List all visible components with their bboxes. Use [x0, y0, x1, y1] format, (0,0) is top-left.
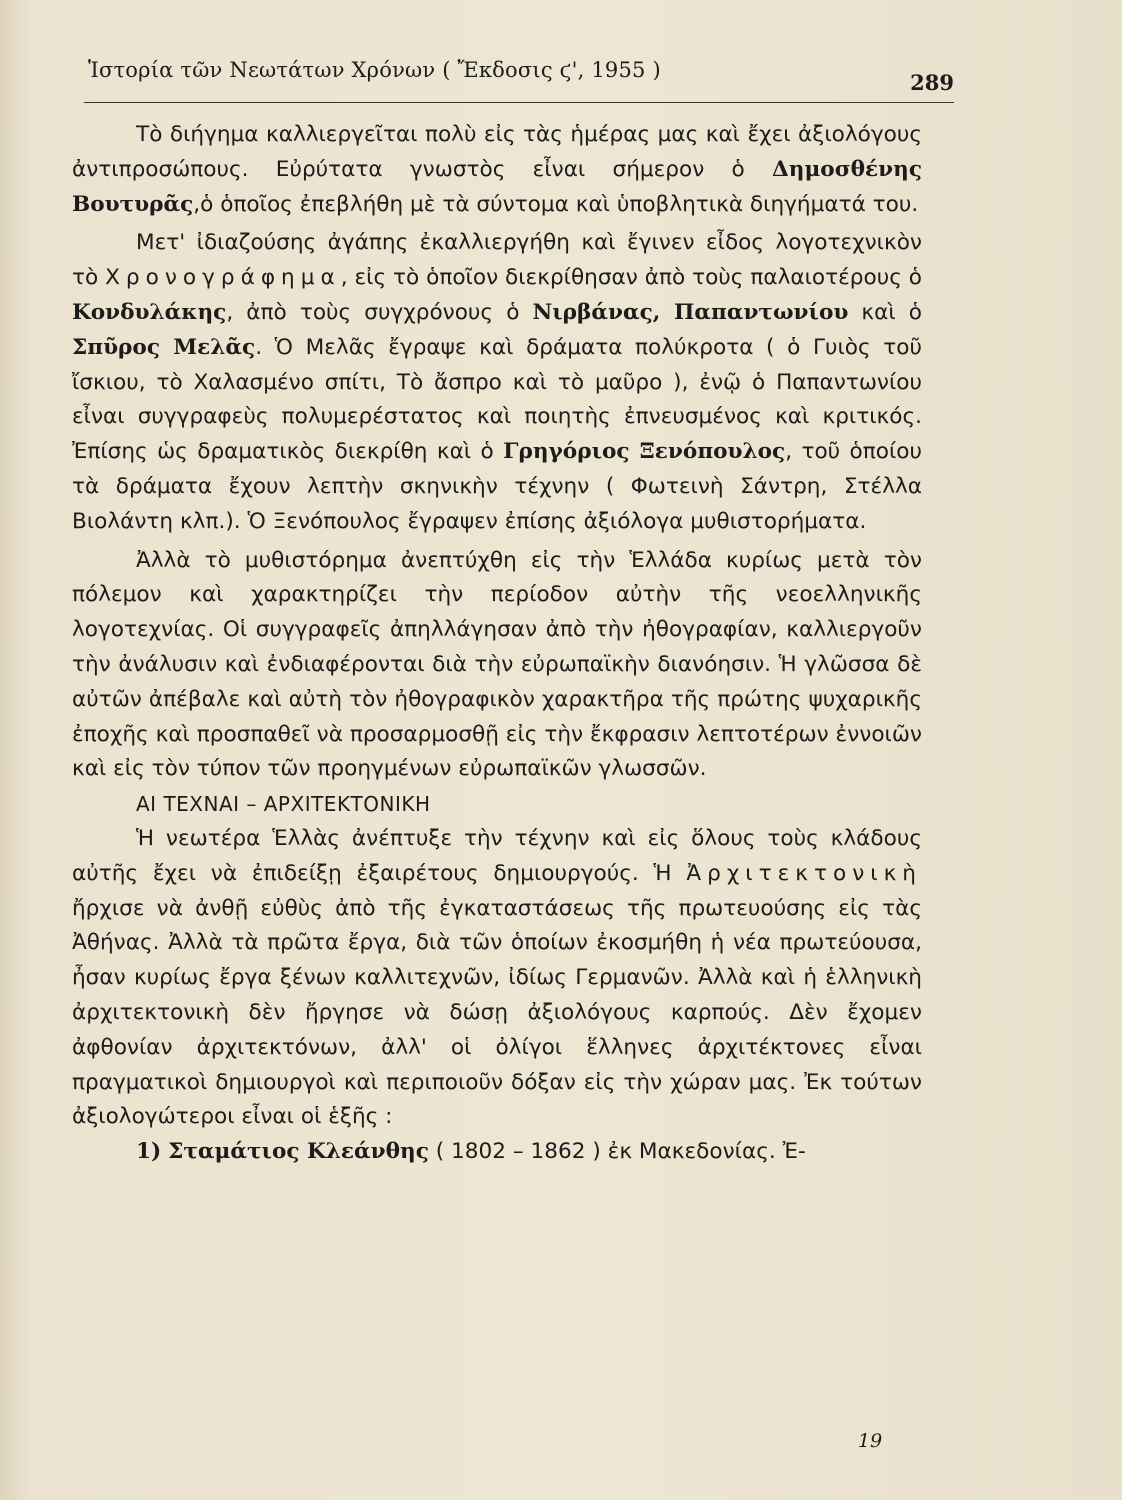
list-number: 1) [136, 1139, 162, 1165]
body-text [72, 118, 922, 1170]
name-nirvanas-papantoniou: Νιρβάνας, Παπαντωνίου [532, 299, 849, 325]
name-xenopoulos: Γρηγόριος Ξενόπουλος [503, 439, 786, 465]
page-number: 289 [910, 70, 954, 95]
section-heading: ΑΙ ΤΕΧΝΑΙ – ΑΡΧΙΤΕΚΤΟΝΙΚΗ [136, 792, 431, 817]
paragraph-novel: Ἀλλὰ τὸ μυθιστόρημα ἀνεπτύχθη εἰς τὴν Ἑλλάδα κυρίως μετὰ τὸν πόλεμον καὶ χαρακτηρίζει τὴν περίοδον αὐτὴν τῆς νεοελληνικῆς λογοτεχνίας. Οἱ συγγραφεῖς ἀπηλλάγησαν ἀπὸ τὴν ἠθογραφίαν, καλλιεργοῦν τὴν ἀνάλυσιν καὶ ἐνδιαφέρονται διὰ τὴν εὐρωπαϊκὴν διανόησιν. Ἡ γλῶσσα δὲ αὐτῶν ἀπέβαλε καὶ αὐτὴ τὸν ἠθογραφικὸν χαρακτῆρα τῆς πρώτης ψυχαρικῆς ἐποχῆς καὶ προσπαθεῖ νὰ προσαρμοσθῇ εἰς τὴν ἔκφρασιν λεπτοτέρων ἐννοιῶν καὶ εἰς τὸν τύπον τῶν προηγμένων εὐρωπαϊκῶν γλωσσῶν. [72, 547, 922, 782]
name-kondylakis: Κονδυλάκης [72, 299, 227, 325]
name-voutyras: Δημοσθένης Βουτυρᾶς [72, 156, 922, 217]
signature-mark: 19 [858, 1430, 883, 1452]
list-item-kleanthis: 1) Σταμάτιος Κλεάνθης ( 1802 – 1862 ) ἐκ Μακεδονίας. Ἐ- [136, 1139, 806, 1165]
term-architektoniki: Ἀρχιτεκτονικὴ [686, 860, 922, 886]
term-chronografima: Χρονογράφημα [105, 265, 341, 291]
page-header [84, 52, 954, 103]
running-head: Ἱστορία τῶν Νεωτάτων Χρόνων ( Ἔκδοσις ϛ', 1955 ) [88, 58, 661, 82]
name-kleanthis: Σταμάτιος Κλεάνθης [168, 1139, 429, 1165]
paragraph-short-story: Τὸ διήγημα καλλιεργεῖται πολὺ εἰς τὰς ἡμέρας μας καὶ ἔχει ἀξιολόγους ἀντιπροσώπους. Εὐρύτατα γνωστὸς εἶναι σήμερον ὁ Δημοσθένης Βουτυρᾶς,ὁ ὁποῖος ἐπεβλήθη μὲ τὰ σύντομα καὶ ὑποβλητικὰ διηγήματά του. [72, 122, 922, 217]
paragraph-architecture: Ἡ νεωτέρα Ἑλλὰς ἀνέπτυξε τὴν τέχνην καὶ εἰς ὅλους τοὺς κλάδους αὐτῆς ἔχει νὰ ἐπιδείξῃ ἐξαιρέτους δημιουργούς. Ἡ Ἀρχιτεκτονικὴ ἤρχισε νὰ ἀνθῇ εὐθὺς ἀπὸ τῆς ἐγκαταστάσεως τῆς πρωτευούσης εἰς τὰς Ἀθήνας. Ἀλλὰ τὰ πρῶτα ἔργα, διὰ τῶν ὁποίων ἐκοσμήθη ἡ νέα πρωτεύουσα, ἦσαν κυρίως ἔργα ξένων καλλιτεχνῶν, ἰδίως Γερμανῶν. Ἀλλὰ καὶ ἡ ἑλληνικὴ ἀρχιτεκτονικὴ δὲν ἤργησε νὰ δώσῃ ἀξιολόγους καρπούς. Δὲν ἔχομεν ἀφθονίαν ἀρχιτεκτόνων, ἀλλ' οἱ ὀλίγοι ἕλληνες ἀρχιτέκτονες εἶναι πραγματικοὶ δημιουργοὶ καὶ περιποιοῦν δόξαν εἰς τὴν χώραν μας. Ἐκ τούτων ἀξιολογώτεροι εἶναι οἱ ἑξῆς : [72, 825, 922, 1130]
name-melas: Σπῦρος Μελᾶς [72, 334, 256, 360]
paragraph-chronicle: Μετ' ἰδιαζούσης ἀγάπης ἐκαλλιεργήθη καὶ ἔγινεν εἶδος λογοτεχνικὸν τὸ Χρονογράφημα, εἰς τὸ ὁποῖον διεκρίθησαν ἀπὸ τοὺς παλαιοτέρους ὁ Κονδυλάκης, ἀπὸ τοὺς συγχρόνους ὁ Νιρβάνας, Παπαντωνίου καὶ ὁ Σπῦρος Μελᾶς. Ὁ Μελᾶς ἔγραψε καὶ δράματα πολύκροτα ( ὁ Γυιὸς τοῦ ἴσκιου, τὸ Χαλασμένο σπίτι, Τὸ ἄσπρο καὶ τὸ μαῦρο ), ἐνῷ ὁ Παπαντωνίου εἶναι συγγραφεὺς πολυμερέστατος καὶ ποιητὴς ἐπνευσμένος καὶ κριτικός. Ἐπίσης ὡς δραματικὸς διεκρίθη καὶ ὁ Γρηγόριος Ξενόπουλος, τοῦ ὁποίου τὰ δράματα ἔχουν λεπτὴν σκηνικὴν τέχνην ( Φωτεινὴ Σάντρη, Στέλλα Βιολάντη κλπ.). Ὁ Ξενόπουλος ἔγραψεν ἐπίσης ἀξιόλογα μυθιστορήματα. [72, 230, 923, 534]
